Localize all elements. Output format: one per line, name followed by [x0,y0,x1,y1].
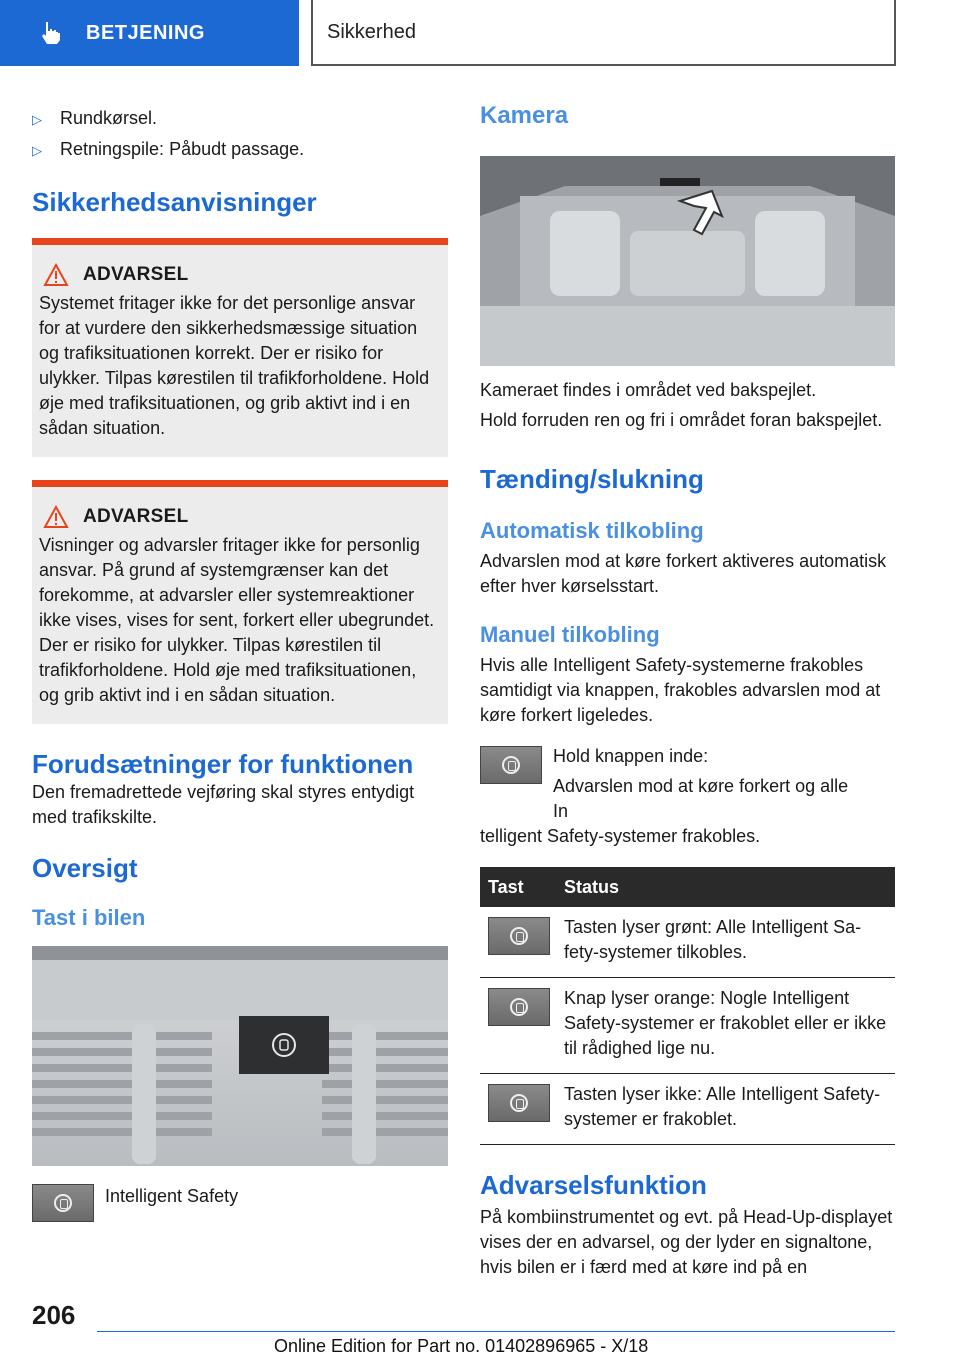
status-cell: Tasten lyser ikke: Alle Intelligent Safety-systemer er frakoblet. [556,1074,895,1145]
overview-heading: Oversigt [32,853,138,883]
intelligent-safety-button-icon [488,988,550,1026]
edition-note: Online Edition for Part no. 01402896965 - X/18 [274,1336,649,1356]
warning-text: Visninger og advarsler fritager ikke for personlig ansvar. På grund af systemgrænser kan det forekomme, at advarsler eller systemreaktioner ikke vises, vises for sent, forkert eller ubegrundet. Der er risiko for ulykker. Tilpas kørestilen til trafikforholdene. Hold øje med trafiksituationen, og grib aktivt ind i en sådan situation. [39,535,435,705]
left-column [32,96,448,1222]
prerequisites-text: Den fremadrettede vejføring skal styres entydigt med trafikskilte. [32,782,415,827]
warning-box [32,238,448,457]
auto-heading: Automatisk tilkobling [480,518,704,543]
column-header-key: Tast [480,867,556,907]
triangle-bullet-icon: ▷ [32,112,42,127]
triangle-bullet-icon: ▷ [32,143,42,158]
button-heading: Tast i bilen [32,905,146,930]
right-column [480,96,896,1280]
column-header-status: Status [556,867,895,907]
button-caption: Intelligent Safety [105,1186,239,1206]
footer-divider [97,1331,895,1332]
warning-triangle-icon [43,505,69,529]
chapter-title: Sikkerhed [311,0,896,66]
warning-title: ADVARSEL [83,506,189,527]
intelligent-safety-button-icon [488,917,550,955]
manual-heading: Manuel tilkobling [480,622,660,647]
hand-pointer-icon [38,20,64,46]
status-table [480,867,895,1145]
warning-function-text: På kombiinstrumentet og evt. på Head-Up-displayet vises der en advarsel, og der lyder en signaltone, hvis bilen er i færd med at køre ind på en [480,1207,893,1277]
prerequisites-heading: Forudsætninger for funktionen [32,749,414,779]
page-number: 206 [32,1300,76,1330]
manual-text: Hvis alle Intelligent Safety-systemerne frakobles samtidigt via knappen, frakobles advarslen mod at køre forkert ligeledes. [480,655,881,725]
auto-text: Advarslen mod at køre forkert aktiveres automatisk efter hver kørselsstart. [480,551,887,596]
intelligent-safety-button-icon [488,1084,550,1122]
dashboard-button-photo [32,946,448,1166]
list-item: ▷ Rundkørsel. [32,106,448,132]
intelligent-safety-button-icon [32,1184,94,1222]
hold-result-1: Advarslen mod at køre forkert og alle In [553,776,849,821]
safety-heading: Sikkerhedsanvisninger [32,187,317,217]
on-off-heading: Tænding/slukning [480,464,704,494]
warning-triangle-icon [43,263,69,287]
table-row [480,978,895,1074]
hold-result-2: telligent Safety-systemer frakobles. [480,826,761,846]
warning-box [32,480,448,724]
camera-text-1: Kameraet findes i området ved bakspejlet. [480,380,817,400]
hold-text: Hold knappen inde: [553,746,709,766]
warning-title: ADVARSEL [83,264,189,285]
table-row [480,1074,895,1145]
section-tab[interactable] [0,0,299,66]
status-cell: Knap lyser orange: Nogle Intelligent Safety-systemer er frakoblet eller er ikke til rådighed lige nu. [556,978,895,1074]
intelligent-safety-button-icon [480,746,542,784]
camera-text-2: Hold forruden ren og fri i området foran bakspejlet. [480,410,883,430]
warning-text: Systemet fritager ikke for det personlige ansvar for at vurdere den sikkerhedsmæssige situation og trafiksituationen korrekt. Der er risiko for ulykker. Tilpas kørestilen til trafikforholdene. Hold øje med trafiksituationen, og grib aktivt ind i en sådan situation. [39,293,430,438]
warning-function-heading: Advarselsfunktion [480,1170,707,1200]
status-cell: Tasten lyser grønt: Alle Intelligent Safety-systemer tilkobles. [556,907,895,978]
camera-heading: Kamera [480,102,569,129]
section-tab-label: BETJENING [86,21,205,44]
table-row [480,907,895,978]
list-item: ▷ Retningspile: Påbudt passage. [32,137,448,163]
rear-view-camera-photo [480,156,895,366]
